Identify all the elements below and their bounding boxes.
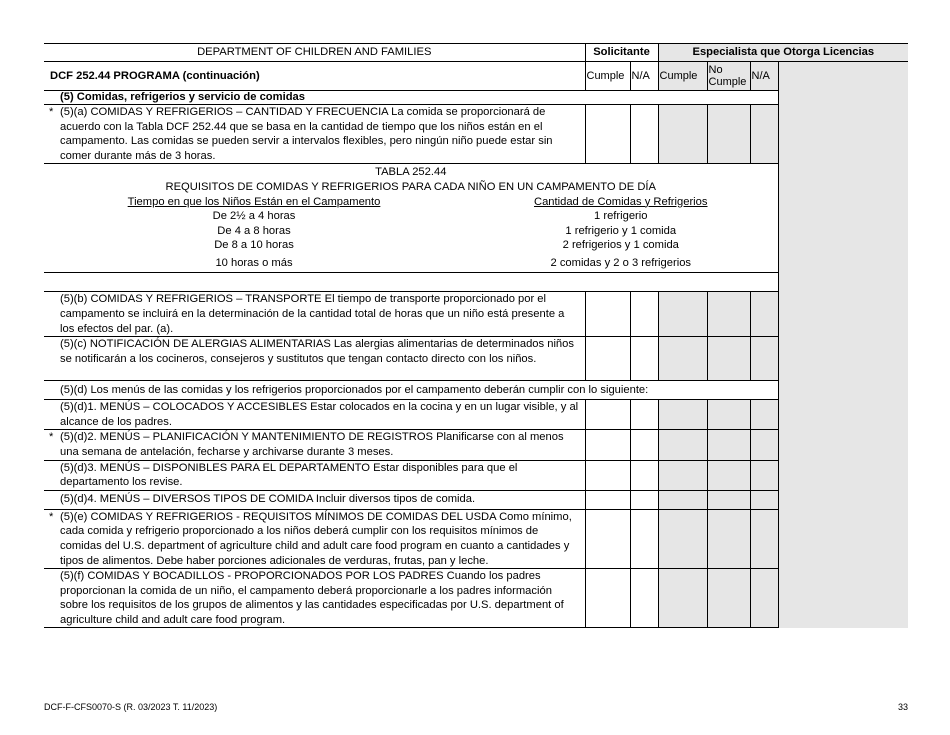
specialist-cumple-cell[interactable] xyxy=(658,509,707,568)
time-column-header: Tiempo en que los Niños Están en el Campamento xyxy=(127,195,381,208)
row-5a xyxy=(44,105,908,164)
department-title: DEPARTMENT OF CHILDREN AND FAMILIES xyxy=(44,44,585,62)
specialist-no-cumple-cell[interactable] xyxy=(707,400,750,430)
specialist-no-cumple-cell[interactable] xyxy=(707,105,750,164)
gray-margin xyxy=(778,292,908,337)
gray-margin xyxy=(778,460,908,490)
time-cell: De 8 a 10 horas xyxy=(214,239,294,252)
specialist-no-cumple-cell[interactable] xyxy=(707,490,750,509)
no-cumple-header: No Cumple xyxy=(707,62,750,91)
cumple-cell[interactable] xyxy=(585,490,630,509)
row-5c xyxy=(44,337,908,381)
specialist-cumple-cell[interactable] xyxy=(658,430,707,460)
requirement-text: (5)(d)3. MENÚS – DISPONIBLES PARA EL DEPARTAMENTO Estar disponibles para que el departamento los revise. xyxy=(44,460,585,490)
requirement-text: * (5)(d)2. MENÚS – PLANIFICACIÓN Y MANTENIMIENTO DE REGISTROS Planificarse con al menos una semana de antelación, fecharse y archivarse durante 3 meses. xyxy=(44,430,585,460)
na-cell[interactable] xyxy=(630,509,658,568)
na-cell[interactable] xyxy=(630,490,658,509)
specialist-cumple-cell[interactable] xyxy=(658,400,707,430)
specialist-na-cell[interactable] xyxy=(750,509,778,568)
requirement-text: (5)(d)4. MENÚS – DIVERSOS TIPOS DE COMIDA Incluir diversos tipos de comida. xyxy=(44,490,585,509)
header-row xyxy=(44,44,908,62)
cumple-cell[interactable] xyxy=(585,337,630,381)
cumple-cell[interactable] xyxy=(585,105,630,164)
row-5d1 xyxy=(44,400,908,430)
specialist-na-cell[interactable] xyxy=(750,490,778,509)
table-title: TABLA 252.44 xyxy=(375,166,447,179)
row-5d2 xyxy=(44,430,908,460)
specialist-no-cumple-cell[interactable] xyxy=(707,430,750,460)
specialist-no-cumple-cell[interactable] xyxy=(707,337,750,381)
specialist-cumple-cell[interactable] xyxy=(658,460,707,490)
gray-margin xyxy=(778,400,908,430)
subheader-row xyxy=(44,62,908,91)
cumple-cell[interactable] xyxy=(585,509,630,568)
na-header: N/A xyxy=(630,62,658,91)
cumple-cell[interactable] xyxy=(585,430,630,460)
requirement-text: (5)(d) Los menús de las comidas y los refrigerios proporcionados por el campamento deberán cumplir con lo siguiente: xyxy=(44,381,778,400)
gray-margin xyxy=(778,105,908,164)
table-subtitle: REQUISITOS DE COMIDAS Y REFRIGERIOS PARA CADA NIÑO EN UN CAMPAMENTO DE DÍA xyxy=(165,180,656,193)
specialist-na-cell[interactable] xyxy=(750,105,778,164)
specialist-no-cumple-cell[interactable] xyxy=(707,569,750,628)
specialist-na-cell[interactable] xyxy=(750,400,778,430)
quantity-column-header: Cantidad de Comidas y Refrigerios xyxy=(534,195,708,208)
specialist-na-cell[interactable] xyxy=(750,569,778,628)
time-cell: De 2½ a 4 horas xyxy=(212,210,296,223)
specialist-cumple-cell[interactable] xyxy=(658,337,707,381)
row-5d3 xyxy=(44,460,908,490)
checklist-table xyxy=(44,43,908,628)
cumple-cell[interactable] xyxy=(585,292,630,337)
na-cell[interactable] xyxy=(630,292,658,337)
program-title: DCF 252.44 PROGRAMA (continuación) xyxy=(44,62,585,91)
gray-margin xyxy=(778,164,908,273)
specialist-no-cumple-cell[interactable] xyxy=(707,292,750,337)
row-5b xyxy=(44,292,908,337)
critical-marker: * xyxy=(49,106,54,118)
specialist-na-cell[interactable] xyxy=(750,430,778,460)
cumple-header: Cumple xyxy=(585,62,630,91)
row-5e xyxy=(44,509,908,568)
critical-marker: * xyxy=(49,510,54,523)
blank-row xyxy=(44,273,778,292)
specialist-no-cumple-cell[interactable] xyxy=(707,460,750,490)
gray-margin xyxy=(778,273,908,292)
na-cell[interactable] xyxy=(630,569,658,628)
specialist-no-cumple-cell[interactable] xyxy=(707,509,750,568)
cumple-cell[interactable] xyxy=(585,400,630,430)
specialist-cumple-cell[interactable] xyxy=(658,105,707,164)
table-grid xyxy=(44,195,778,271)
na-cell[interactable] xyxy=(630,460,658,490)
table-252-44-row xyxy=(44,164,908,273)
specialist-na-cell[interactable] xyxy=(750,460,778,490)
cumple-cell[interactable] xyxy=(585,460,630,490)
specialist-cumple-cell[interactable] xyxy=(658,292,707,337)
requirement-text: (5)(f) COMIDAS Y BOCADILLOS - PROPORCIONADOS POR LOS PADRES Cuando los padres proporcionan la comida de un niño, el campamento deberá proporcionarle a los padres información sobre los requisitos de los grupos de alimentos y las cantidades especificadas por U.S. department of agriculture child and adult care food program. xyxy=(44,569,585,628)
quantity-cell: 2 comidas y 2 o 3 refrigerios xyxy=(550,256,692,269)
page-number: 33 xyxy=(897,702,908,712)
table-252-44 xyxy=(44,164,778,273)
section-title: (5) Comidas, refrigerios y servicio de comidas xyxy=(44,91,778,105)
requirement-text: * (5)(e) COMIDAS Y REFRIGERIOS - REQUISITOS MÍNIMOS DE COMIDAS DEL USDA Como mínimo, cada comida y refrigerio proporcionado a los niños deberá cumplir con los requisitos mínimos de comidas del U.S. department of agriculture child and adult care food program en cuanto a cantidades y tipos de alimentos. Debe haber porciones adicionales de verduras, frutas, pan y leche. xyxy=(44,509,585,568)
gray-margin xyxy=(778,62,908,105)
gray-margin xyxy=(778,430,908,460)
time-cell: 10 horas o más xyxy=(215,256,293,269)
row-5d xyxy=(44,381,908,400)
quantity-cell: 2 refrigerios y 1 comida xyxy=(562,239,679,252)
row-5d4 xyxy=(44,490,908,509)
requirement-text: (5)(c) NOTIFICACIÓN DE ALERGIAS ALIMENTARIAS Las alergias alimentarias de determinados niños se notificarán a los cocineros, consejeros y sustitutos que tengan contacto directo con los niños. xyxy=(44,337,585,381)
specialist-cumple-cell[interactable] xyxy=(658,569,707,628)
gray-margin xyxy=(778,490,908,509)
applicant-header: Solicitante xyxy=(585,44,658,62)
cumple-cell[interactable] xyxy=(585,569,630,628)
requirement-text: * (5)(a) COMIDAS Y REFRIGERIOS – CANTIDAD Y FRECUENCIA La comida se proporcionará de acuerdo con la Tabla DCF 252.44 que se basa en la cantidad de tiempo que los niños están en el campamento. Las comidas se pueden servir a intervalos flexibles, pero ningún niño puede estar sin comer durante más de 3 horas. xyxy=(44,105,585,164)
specialist-na-cell[interactable] xyxy=(750,337,778,381)
quantity-cell: 1 refrigerio xyxy=(594,210,648,223)
na-specialist-header: N/A xyxy=(750,62,778,91)
gray-margin xyxy=(778,337,908,381)
gray-margin xyxy=(778,381,908,400)
critical-marker: * xyxy=(49,431,54,444)
form-id: DCF-F-CFS0070-S (R. 03/2023 T. 11/2023) xyxy=(44,702,218,712)
gray-margin xyxy=(778,569,908,628)
quantity-cell: 1 refrigerio y 1 comida xyxy=(565,224,677,237)
na-cell[interactable] xyxy=(630,430,658,460)
spacer-row xyxy=(44,273,908,292)
gray-margin xyxy=(778,509,908,568)
requirement-text: (5)(d)1. MENÚS – COLOCADOS Y ACCESIBLES Estar colocados en la cocina y en un lugar visible, y al alcance de los padres. xyxy=(44,400,585,430)
na-cell[interactable] xyxy=(630,400,658,430)
requirement-text: (5)(b) COMIDAS Y REFRIGERIOS – TRANSPORTE El tiempo de transporte proporcionado por el campamento se incluirá en la determinación de la cantidad total de horas que un niño está presente a los efectos del par. (a). xyxy=(44,292,585,337)
na-cell[interactable] xyxy=(630,105,658,164)
cumple-specialist-header: Cumple xyxy=(658,62,707,91)
time-cell: De 4 a 8 horas xyxy=(217,224,291,237)
specialist-cumple-cell[interactable] xyxy=(658,490,707,509)
form-page xyxy=(44,43,908,628)
na-cell[interactable] xyxy=(630,337,658,381)
row-5f xyxy=(44,569,908,628)
specialist-na-cell[interactable] xyxy=(750,292,778,337)
specialist-header: Especialista que Otorga Licencias xyxy=(658,44,908,62)
